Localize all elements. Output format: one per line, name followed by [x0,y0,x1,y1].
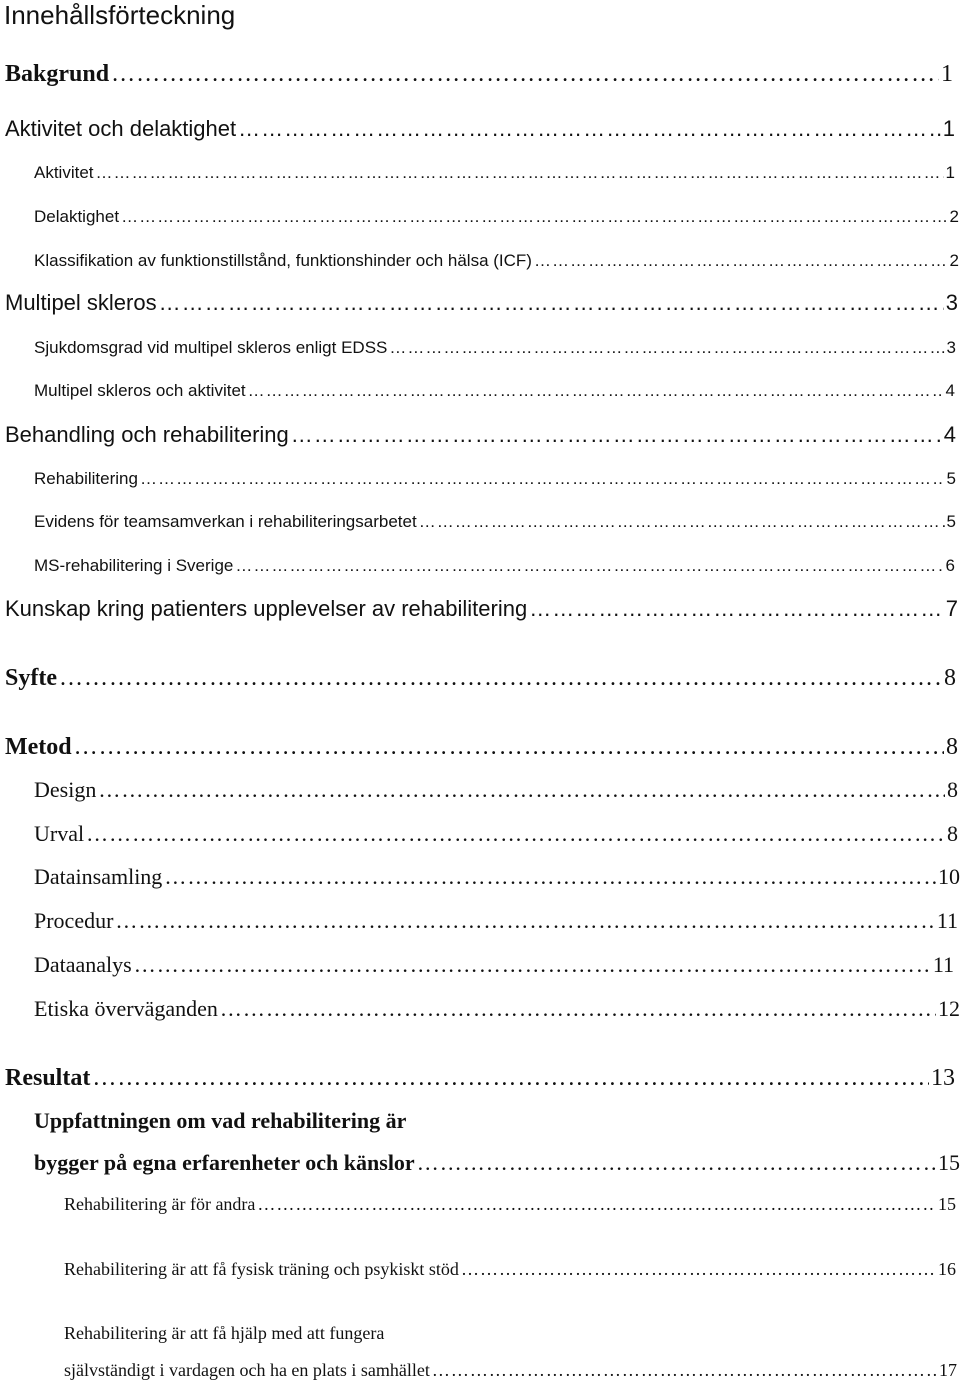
toc-entry-page: 8 [947,777,958,802]
toc-entry-uppfattningen-line2[interactable] [34,1150,960,1176]
toc-entry-datainsamling[interactable] [34,864,960,890]
toc-entry-rehab-for-andra[interactable] [64,1193,956,1215]
toc-heading: Innehållsförteckning [4,0,236,30]
dot-leader [115,908,934,932]
toc-entry-page: 8 [947,821,958,846]
dot-leader [96,163,944,182]
toc-entry-design[interactable] [34,777,958,803]
toc-entry-page: 15 [938,1194,956,1214]
toc-entry-page: 2 [949,251,959,270]
toc-entry-metod[interactable] [5,733,958,761]
toc-entry-sjukdomsgrad-edss[interactable] [34,338,956,358]
toc-entry-page: 13 [931,1065,955,1091]
toc-entry-label: Rehabilitering är för andra [64,1194,256,1214]
toc-entry-page: 16 [938,1259,956,1279]
dot-leader [159,290,944,314]
toc-entry-rehabilitering[interactable] [34,469,956,489]
dot-leader [121,207,947,226]
toc-entry-label: Design [34,777,97,802]
dot-leader [248,381,944,400]
toc-entry-label: Evidens för teamsamverkan i rehabiliteringsarbetet [34,512,417,531]
toc-entry-rehab-hjalp-line2[interactable] [64,1359,957,1381]
toc-entry-label: självständigt i vardagen och ha en plats i samhället [64,1360,430,1380]
toc-entry-label: Dataanalys [34,952,132,977]
toc-entry-ms-rehabilitering-sverige[interactable] [34,556,955,576]
dot-leader [74,733,944,759]
toc-entry-label: Multipel skleros och aktivitet [34,381,246,400]
toc-entry-page: 11 [932,952,954,977]
dot-leader [534,251,948,270]
toc-entry-label: Bakgrund [5,61,110,87]
toc-entry-page: 11 [936,908,958,933]
dot-leader [529,596,944,620]
toc-entry-label: bygger på egna erfarenheter och känslor [34,1150,415,1175]
toc-entry-behandling-och-rehabilitering[interactable] [5,422,956,448]
dot-leader [238,116,941,140]
toc-entry-page: 15 [938,1150,960,1175]
dot-leader [140,469,945,488]
toc-entry-syfte[interactable] [5,664,956,692]
dot-leader [235,556,943,575]
dot-leader [432,1359,937,1379]
toc-entry-label: Kunskap kring patienters upplevelser av rehabilitering [5,596,528,621]
toc-entry-label: Aktivitet [34,163,94,182]
toc-entry-etiska-overvaganden[interactable] [34,996,960,1022]
toc-entry-resultat[interactable] [5,1064,955,1092]
toc-entry-label: Etiska överväganden [34,996,218,1021]
dot-leader [134,952,931,976]
dot-leader [59,664,942,690]
toc-entry-aktivitet-och-delaktighet[interactable] [5,116,955,142]
toc-entry-evidens-teamsamverkan[interactable] [34,512,956,532]
toc-entry-page: 10 [938,864,960,889]
toc-entry-page: 8 [946,734,958,760]
toc-entry-rehab-hjalp-line1[interactable]: Rehabilitering är att få hjälp med att fungera [64,1323,385,1343]
toc-entry-page: 5 [946,469,956,488]
toc-entry-page: 12 [938,996,960,1021]
dot-leader [419,512,945,531]
toc-entry-page: 1 [941,61,953,87]
dot-leader [98,777,945,801]
toc-entry-page: 8 [944,665,956,691]
toc-entry-uppfattningen-line1[interactable]: Uppfattningen om vad rehabilitering är [34,1108,407,1133]
toc-entry-label: Rehabilitering är att få fysisk träning och psykiskt stöd [64,1259,459,1279]
toc-entry-page: 17 [939,1360,957,1380]
toc-entry-label: Aktivitet och delaktighet [5,116,237,141]
dot-leader [92,1064,929,1090]
dot-leader [417,1150,936,1174]
toc-entry-label: Delaktighet [34,207,120,226]
toc-entry-label: Procedur [34,908,114,933]
toc-entry-procedur[interactable] [34,908,958,934]
toc-entry-label: MS-rehabilitering i Sverige [34,556,234,575]
dot-leader [461,1258,936,1278]
toc-entry-page: 1 [942,116,955,141]
toc-entry-label: Multipel skleros [5,290,157,315]
toc-entry-aktivitet[interactable] [34,163,955,183]
toc-entry-label: Metod [5,734,72,760]
toc-entry-delaktighet[interactable] [34,207,959,227]
toc-entry-page: 4 [945,381,955,400]
toc-entry-label: Behandling och rehabilitering [5,422,289,447]
toc-entry-page: 1 [945,163,955,182]
toc-entry-page: 7 [945,596,958,621]
toc-entry-label: Rehabilitering [34,469,138,488]
toc-entry-label: Datainsamling [34,864,163,889]
toc-entry-page: 6 [945,556,955,575]
toc-entry-multipel-skleros[interactable] [5,290,958,316]
dot-leader [220,996,936,1020]
toc-entry-page: 2 [949,207,959,226]
toc-entry-page: 3 [946,338,956,357]
toc-entry-urval[interactable] [34,821,958,847]
toc-entry-label: Resultat [5,1065,91,1091]
toc-entry-bakgrund[interactable] [5,60,953,88]
toc-entry-page: 4 [943,422,956,447]
toc-entry-label: Syfte [5,665,57,691]
toc-entry-page: 5 [946,512,956,531]
toc-entry-label: Sjukdomsgrad vid multipel skleros enligt EDSS [34,338,388,357]
toc-entry-dataanalys[interactable] [34,952,954,978]
toc-entry-label: Urval [34,821,85,846]
dot-leader [164,864,936,888]
toc-entry-klassifikation-icf[interactable] [34,251,959,271]
toc-entry-ms-och-aktivitet[interactable] [34,381,955,401]
dot-leader [291,422,942,446]
toc-entry-kunskap-patienters-upplevelser[interactable] [5,596,958,622]
toc-entry-label: Klassifikation av funktionstillstånd, funktionshinder och hälsa (ICF) [34,251,532,270]
dot-leader [257,1193,936,1213]
toc-entry-rehab-fysisk-traning[interactable] [64,1258,956,1280]
dot-leader [111,60,939,86]
dot-leader [86,821,945,845]
toc-entry-page: 3 [945,290,958,315]
dot-leader [389,338,944,357]
